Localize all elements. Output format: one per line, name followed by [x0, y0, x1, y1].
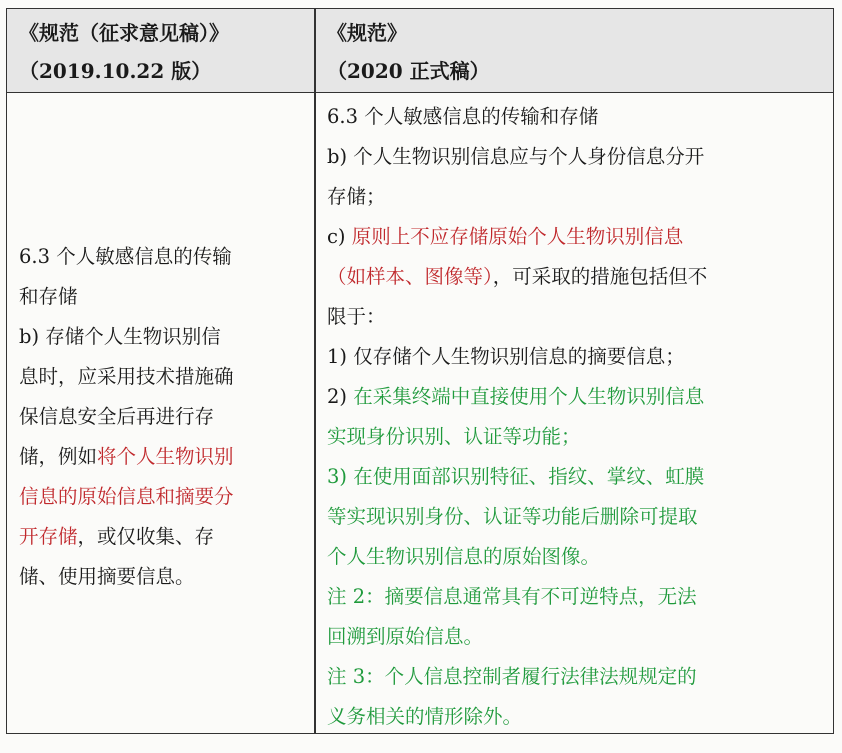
text-line: 注 2：摘要信息通常具有不可逆特点，无法 — [327, 585, 697, 608]
text-line: b) 存储个人生物识别信 — [19, 325, 221, 348]
text-line: 3) 在使用面部识别特征、指纹、掌纹、虹膜 — [327, 465, 705, 488]
text-line: 6.3 个人敏感信息的传输 — [19, 245, 232, 268]
text-line: ，或仅收集、存 — [77, 525, 215, 548]
final-note-3 — [327, 657, 827, 737]
final-item-2 — [327, 377, 827, 457]
draft-content-cell — [19, 237, 309, 597]
comparison-table — [6, 8, 834, 734]
table-header — [7, 9, 833, 93]
text-line: 和存储 — [19, 285, 78, 308]
final-note-2 — [327, 577, 827, 657]
header-final-title: 《规范》 — [327, 21, 407, 45]
highlight-green: 实现身份识别、认证等功能； — [327, 425, 581, 448]
text-line: 等实现识别身份、认证等功能后删除可提取 — [327, 505, 698, 528]
text-line: 储，例如 — [19, 445, 98, 468]
text-line: ，可采取的措施包括但不 — [492, 265, 708, 288]
header-draft-title: 《规范（征求意见稿）》 — [19, 21, 229, 45]
highlight-red: 开存储 — [19, 525, 78, 548]
final-content-cell — [327, 97, 827, 737]
text-line: 存储； — [327, 185, 386, 208]
text-line: 个人生物识别信息的原始图像。 — [327, 545, 601, 568]
text-line: 回溯到原始信息。 — [327, 625, 484, 648]
highlight-red: 信息的原始信息和摘要分 — [19, 485, 234, 508]
draft-section-heading — [19, 237, 309, 317]
final-item-1: 1) 仅存储个人生物识别信息的摘要信息； — [327, 345, 685, 368]
header-cell-final — [327, 9, 827, 93]
text-line: 息时，应采用技术措施确 — [19, 365, 234, 388]
highlight-red: 原则上不应存储原始个人生物识别信息 — [351, 225, 684, 248]
text-line: 限于： — [327, 305, 386, 328]
text-line: 义务相关的情形除外。 — [327, 705, 523, 728]
header-cell-draft — [19, 9, 309, 93]
text-line: 储、使用摘要信息。 — [19, 565, 195, 588]
clause-prefix: 2) — [327, 385, 354, 408]
highlight-red: （如样本、图像等） — [327, 265, 493, 288]
column-divider — [314, 9, 316, 733]
highlight-red: 将个人生物识别 — [97, 445, 234, 468]
header-draft-version: （2019.10.22 版） — [19, 59, 212, 83]
final-clause-b — [327, 137, 827, 217]
final-section-heading: 6.3 个人敏感信息的传输和存储 — [327, 105, 599, 128]
final-item-3 — [327, 457, 827, 577]
text-line: b) 个人生物识别信息应与个人身份信息分开 — [327, 145, 705, 168]
text-line: 保信息安全后再进行存 — [19, 405, 215, 428]
highlight-green: 在采集终端中直接使用个人生物识别信息 — [353, 385, 705, 408]
text-line: 注 3：个人信息控制者履行法律法规规定的 — [327, 665, 697, 688]
draft-clause-b — [19, 317, 309, 597]
final-clause-c — [327, 217, 827, 337]
header-final-version: （2020 正式稿） — [327, 59, 490, 83]
clause-prefix: c) — [327, 225, 352, 248]
